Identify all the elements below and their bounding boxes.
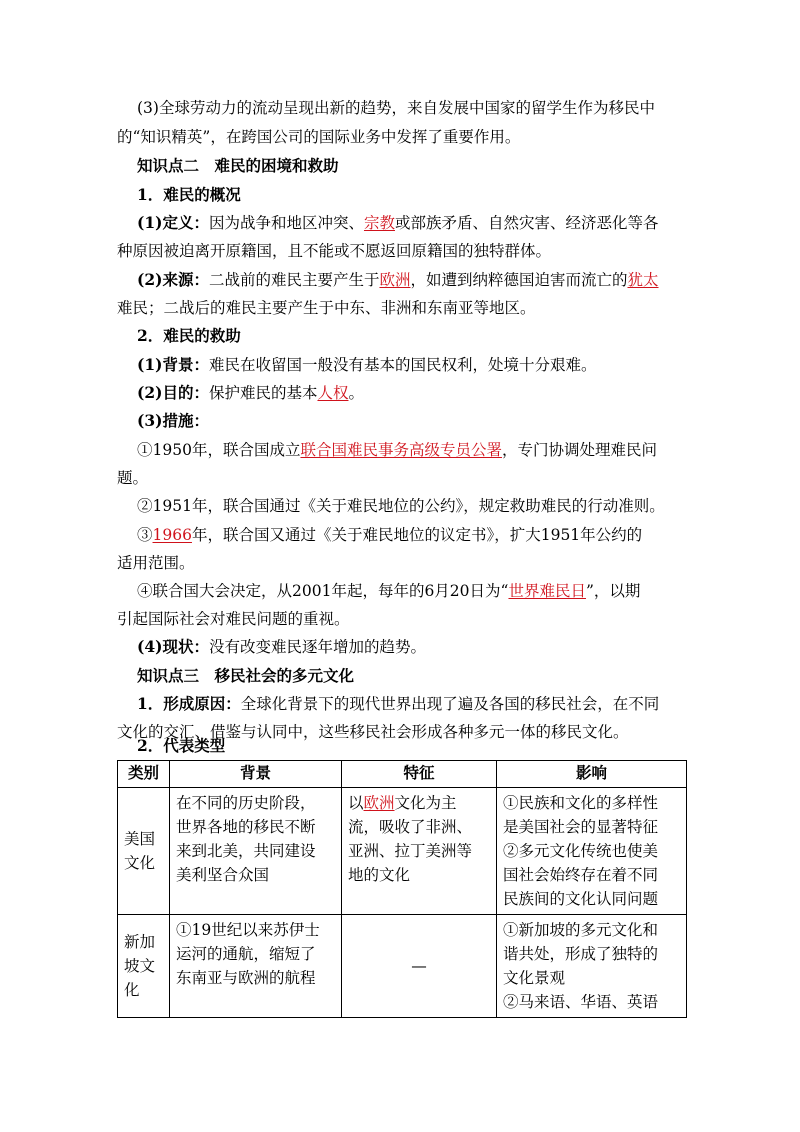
cell-line: 文化景观: [503, 969, 566, 987]
text: 适用范围。: [117, 554, 195, 572]
impact-cell: [497, 788, 687, 915]
text: 。: [348, 384, 364, 402]
text: 保护难民的基本: [208, 384, 318, 402]
cell-line: 国社会始终存在着不同: [503, 866, 659, 884]
section-heading-refugees: [137, 156, 339, 176]
category-cell: [118, 915, 170, 1018]
source-line1: [137, 270, 659, 290]
label: (2)来源：: [137, 270, 209, 289]
text: ③: [137, 526, 153, 544]
highlight-europe: 欧洲: [379, 271, 411, 289]
column-header: 特征: [342, 761, 497, 788]
cell-line: 流，吸收了非洲、: [348, 818, 473, 836]
highlight-human-rights: 人权: [317, 384, 349, 402]
subheading-types: [137, 736, 225, 756]
text: ，如遭到纳粹德国迫害而流亡的: [410, 271, 628, 289]
measure1-line1: [137, 440, 657, 460]
cell-line: 是美国社会的显著特征: [503, 818, 659, 836]
table-row: [118, 915, 687, 1018]
heading-text: 知识点三 移民社会的多元文化: [137, 666, 355, 685]
cell-line: ①民族和文化的多样性: [503, 794, 659, 812]
background-cell: [170, 788, 342, 915]
text: 难民在收留国一般没有基本的国民权利，处境十分艰难。: [208, 356, 597, 374]
heading-text: 2．代表类型: [137, 736, 226, 755]
text: 引起国际社会对难民问题的重视。: [117, 610, 350, 628]
text: (3)全球劳动力的流动呈现出新的趋势，来自发展中国家的留学生作为移民中: [137, 99, 655, 117]
cell-line: ①新加坡的多元文化和: [503, 921, 659, 939]
feature-cell: [342, 788, 497, 915]
label: 1．形成原因：: [137, 694, 241, 713]
definition-line2: [117, 241, 551, 261]
cell-line: 文化: [124, 854, 156, 872]
cell-line: 地的文化: [348, 866, 411, 884]
highlight-religion: 宗教: [363, 214, 395, 232]
label: (1)定义：: [137, 213, 209, 232]
impact-cell: [497, 915, 687, 1018]
dash-text: —: [411, 957, 427, 975]
highlight-1966: 1966: [152, 526, 192, 544]
text: 的“知识精英”，在跨国公司的国际业务中发挥了重要作用。: [117, 128, 521, 146]
label: (1)背景：: [137, 355, 209, 374]
definition-line1: [137, 213, 659, 233]
label: (2)目的：: [137, 383, 209, 402]
feature-cell: [342, 915, 497, 1018]
measure3-line2: [117, 553, 195, 573]
table-row: [118, 788, 687, 915]
highlight-europe: 欧洲: [363, 794, 395, 812]
measure3-line1: [137, 525, 642, 545]
cell-line: 世界各地的移民不断: [176, 818, 316, 836]
cell-line: 新加: [124, 933, 156, 951]
cell-line: 民族间的文化认同问题: [503, 890, 659, 908]
measure4-line2: [117, 609, 350, 629]
column-header: 影响: [497, 761, 687, 788]
cell-line: 亚洲、拉丁美洲等: [348, 842, 473, 860]
cell-line: 坡文: [124, 957, 156, 975]
text: 全球化背景下的现代世界出现了遍及各国的移民社会，在不同: [240, 695, 660, 713]
aim-line: [137, 383, 364, 403]
background-cell: [170, 915, 342, 1018]
background-line: [137, 355, 596, 375]
heading-text: 知识点二 难民的困境和救助: [137, 156, 339, 175]
text: ④联合国大会决定，从2001年起，每年的6月20日为“: [137, 582, 509, 600]
text: 以: [348, 794, 364, 812]
measure1-line2: [117, 468, 148, 488]
text: 题。: [117, 469, 149, 487]
cell-line: ①19世纪以来苏伊士: [176, 921, 320, 939]
section-heading-multiculture: [137, 666, 354, 686]
text: ①1950年，联合国成立: [137, 441, 301, 459]
subheading-overview: [137, 185, 241, 205]
text: 或部族矛盾、自然灾害、经济恶化等各: [394, 214, 659, 232]
cell-line: 谐共处，形成了独特的: [503, 945, 659, 963]
cell-line: ②多元文化传统也使美: [503, 842, 659, 860]
text: ，专门协调处理难民问: [501, 441, 657, 459]
trend-paragraph-line1: [137, 98, 655, 118]
culture-types-table: [117, 760, 687, 1018]
text: 文化的交汇、借鉴与认同中，这些移民社会形成各种多元一体的移民文化。: [117, 723, 629, 741]
text: 文化为主: [394, 794, 457, 812]
label: (3)措施：: [137, 411, 209, 430]
cause-line1: [137, 694, 659, 714]
cell-line: 美国: [124, 830, 156, 848]
source-line2: [117, 298, 536, 318]
cell-line: 来到北美，共同建设: [176, 842, 316, 860]
measure2-line: [137, 496, 665, 516]
subheading-relief: [137, 326, 241, 346]
text: 年，联合国又通过《关于难民地位的议定书》，扩大1951年公约的: [191, 526, 643, 544]
label: (4)现状：: [137, 637, 209, 656]
text: ②1951年，联合国通过《关于难民地位的公约》，规定救助难民的行动准则。: [137, 497, 665, 515]
text: 因为战争和地区冲突、: [208, 214, 364, 232]
trend-paragraph-line2: [117, 127, 520, 147]
highlight-unhcr: 联合国难民事务高级专员公署: [300, 441, 502, 459]
heading-text: 2．难民的救助: [137, 326, 241, 345]
text: 种原因被迫离开原籍国，且不能或不愿返回原籍国的独特群体。: [117, 242, 552, 260]
cell-line: 东南亚与欧洲的航程: [176, 969, 316, 987]
cell-line: 美利坚合众国: [176, 866, 270, 884]
heading-text: 1．难民的概况: [137, 185, 241, 204]
column-header: 类别: [118, 761, 170, 788]
cell-line: 运河的通航，缩短了: [176, 945, 316, 963]
cell-line: [348, 791, 490, 815]
text: 二战前的难民主要产生于: [208, 271, 380, 289]
highlight-world-refugee-day: 世界难民日: [508, 582, 586, 600]
cell-line: 化: [124, 981, 140, 999]
measures-label: [137, 411, 209, 431]
highlight-jewish: 犹太: [627, 271, 659, 289]
text: ”，以期: [585, 582, 641, 600]
measure4-line1: [137, 581, 640, 601]
text: 难民；二战后的难民主要产生于中东、非洲和东南亚等地区。: [117, 299, 536, 317]
text: 没有改变难民逐年增加的趋势。: [208, 638, 426, 656]
category-cell: [118, 788, 170, 915]
cell-line: 在不同的历史阶段，: [176, 794, 316, 812]
cell-line: ②马来语、华语、英语: [503, 993, 659, 1011]
column-header: 背景: [170, 761, 342, 788]
status-line: [137, 637, 426, 657]
table-header-row: [118, 761, 687, 788]
